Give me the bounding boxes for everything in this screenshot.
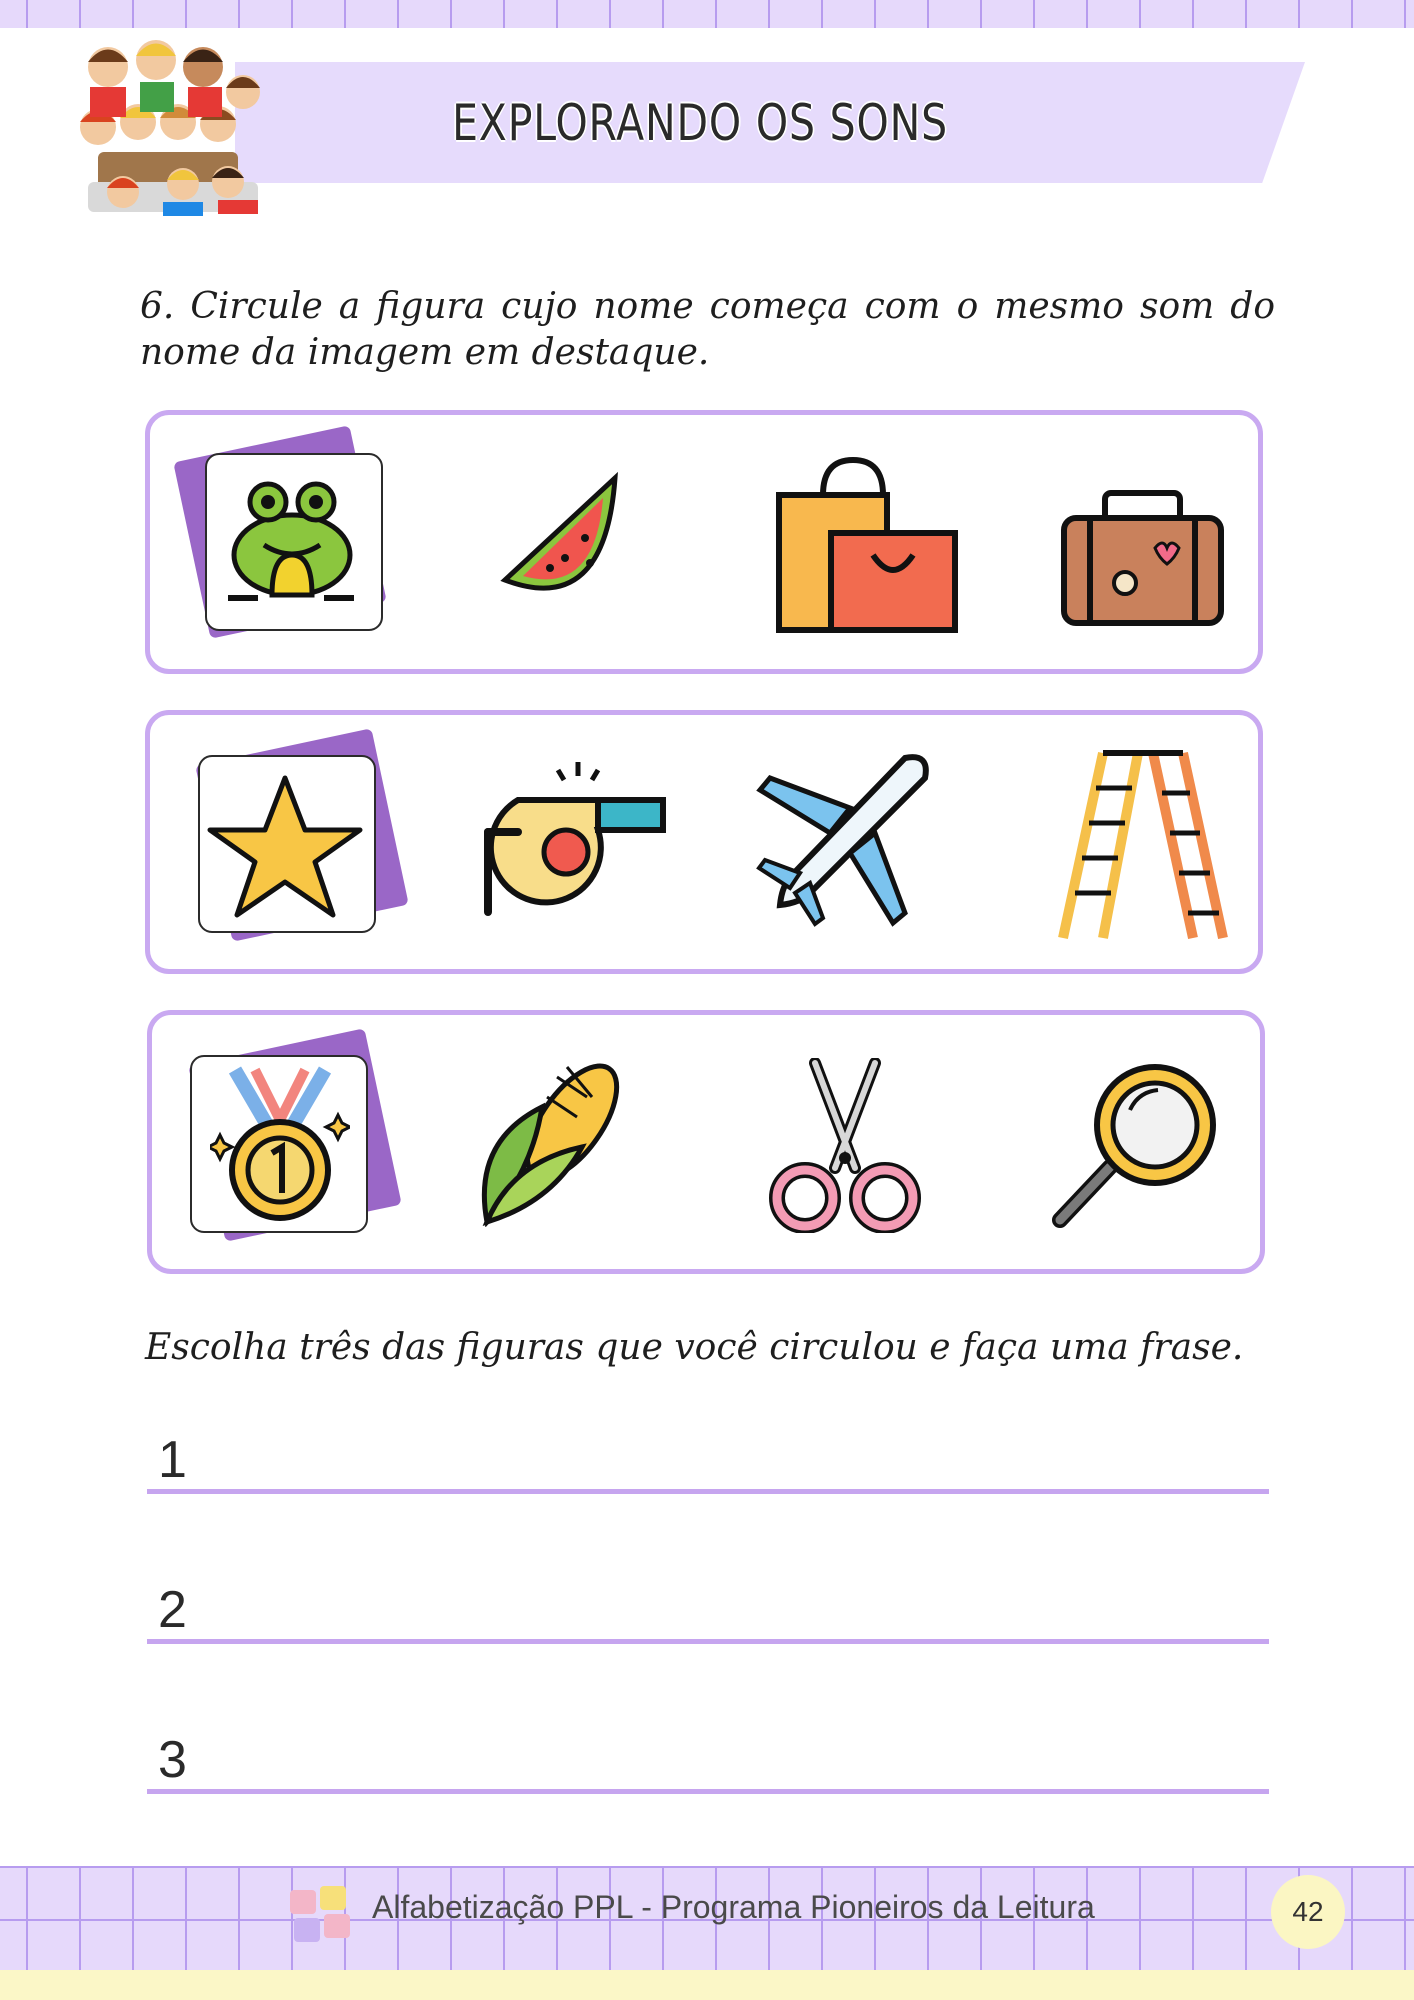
line-number-1: 1 [158, 1431, 187, 1489]
line-number-2: 2 [158, 1581, 187, 1639]
bottom-strip [0, 1970, 1414, 2000]
writing-line-3[interactable] [147, 1789, 1269, 1794]
children-reading-illustration [68, 32, 278, 232]
line-number-3: 3 [158, 1731, 187, 1789]
top-grid-band [0, 0, 1414, 28]
sentence-prompt: Escolha três das figuras que você circulou e faça uma frase. [145, 1327, 1244, 1368]
puzzle-logo-icon [284, 1880, 360, 1950]
airplane-icon [755, 748, 935, 928]
magnifying-glass-icon [1050, 1055, 1225, 1230]
watermelon-icon [495, 468, 645, 618]
star-icon [205, 770, 365, 920]
medal-icon [210, 1065, 350, 1225]
page-title: EXPLORANDO OS SONS [452, 93, 948, 152]
whistle-icon [478, 752, 668, 917]
writing-line-2[interactable] [147, 1639, 1269, 1644]
page-number-badge [1271, 1875, 1345, 1949]
suitcase-icon [1060, 488, 1225, 628]
shopping-bags-icon [775, 455, 960, 635]
scissors-icon [760, 1058, 930, 1233]
exercise-instruction: 6. Circule a figura cujo nome começa com o mesmo som do nome da imagem em destaque. [140, 286, 1275, 373]
writing-line-1[interactable] [147, 1489, 1269, 1494]
footer-text: Alfabetização PPL - Programa Pioneiros da Leitura [372, 1889, 1095, 1925]
ladder-icon [1058, 748, 1228, 943]
frog-icon [220, 470, 365, 615]
page-number: 42 [1292, 1896, 1324, 1927]
corn-icon [472, 1052, 632, 1227]
